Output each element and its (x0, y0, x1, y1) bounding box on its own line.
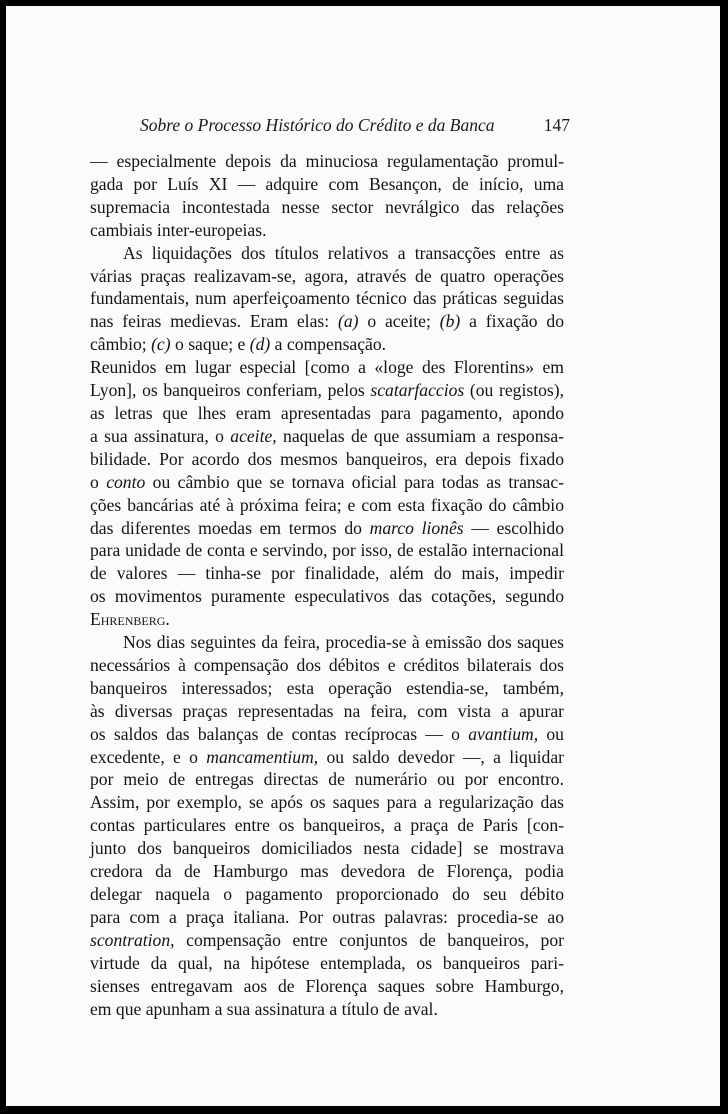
page-number: 147 (543, 115, 570, 135)
text-line: fundamentais, num aperfeiçoamento técnico das práticas seguidas (90, 288, 564, 309)
text-line: scontration, compensação entre conjuntos de banqueiros, por (90, 929, 564, 950)
text-line: por meio de entregas directas de numerário ou por encontro. (90, 769, 564, 790)
running-header (140, 115, 570, 136)
text-line: para com a praça italiana. Por outras palavras: procedia-se ao (90, 906, 564, 927)
author-name: Ehrenberg. (90, 609, 170, 630)
text-line: câmbio; (c) o saque; e (d) a compensação. (90, 334, 387, 355)
text-line: em que apunham a sua assinatura a título de aval. (90, 998, 438, 1019)
text-line: Lyon], os banqueiros conferiam, pelos scatarfaccios (ou registos), (90, 380, 564, 401)
text-line: delegar naquela o pagamento proporcionado do seu débito (90, 884, 564, 904)
text-line: sienses entregavam aos de Florença saques sobre Hamburgo, (90, 975, 564, 996)
text-line: junto dos banqueiros domiciliados nesta cidade] se mostrava (90, 838, 564, 859)
text-line: os movimentos puramente especulativos das cotações, segundo (90, 586, 564, 607)
running-title: Sobre o Processo Histórico do Crédito e da Banca (140, 115, 495, 135)
text-line: das diferentes moedas em termos do marco lionês — escolhido (90, 517, 565, 538)
text-line: virtude da qual, na hipótese entemplada, os banqueiros pari- (90, 952, 564, 973)
text-line: as letras que lhes eram apresentadas para pagamento, apondo (90, 402, 564, 423)
text-line: — especialmente depois da minuciosa regulamentação promul- (90, 151, 564, 171)
text-line: a sua assinatura, o aceite, naquelas de que assumiam a responsa- (90, 425, 565, 446)
body-text (90, 150, 564, 1020)
paragraph-3 (90, 356, 564, 631)
text-line: Assim, por exemplo, se após os saques para a regularização das (90, 792, 564, 813)
text-line: várias praças realizavam-se, agora, através de quatro operações (90, 265, 564, 286)
text-line: excedente, e o mancamentium, ou saldo devedor —, a liquidar (90, 746, 564, 767)
text-line: os saldos das balanças de contas recíprocas — o avantium, ou (90, 723, 564, 744)
text-line: de valores — tinha-se por finalidade, além do mais, impedir (90, 563, 564, 584)
text-line: Reunidos em lugar especial [como a «loge des Florentins» em (90, 357, 564, 378)
text-line: gada por Luís XI — adquire com Besançon, de início, uma (90, 173, 564, 194)
text-line: o conto ou câmbio que se tornava oficial para todas as transac- (90, 471, 564, 492)
paragraph-2 (90, 242, 564, 357)
text-line: bilidade. Por acordo dos mesmos banqueiros, era depois fixado (90, 448, 564, 469)
text-line: contas particulares entre os banqueiros, a praça de Paris [con- (90, 815, 564, 836)
paragraph-4 (90, 631, 564, 1020)
text-line: As liquidações dos títulos relativos a transacções entre as (123, 242, 564, 263)
text-line: nas feiras medievas. Eram elas: (a) o aceite; (b) a fixação do (90, 311, 564, 332)
text-line: banqueiros interessados; esta operação estendia-se, também, (90, 677, 564, 698)
text-line: Nos dias seguintes da feira, procedia-se à emissão dos saques (123, 632, 564, 653)
text-line: credora da de Hamburgo mas devedora de Florença, podia (90, 861, 564, 882)
text-line: necessários à compensação dos débitos e créditos bilaterais dos (90, 654, 564, 675)
text-line: supremacia incontestada nesse sector nevrálgico das relações (90, 196, 564, 217)
text-line: para unidade de conta e servindo, por isso, de estalão internacional (90, 540, 564, 561)
paragraph-1 (90, 150, 564, 242)
text-line: ções bancárias até à próxima feira; e com esta fixação do câmbio (90, 494, 564, 515)
text-line: cambiais inter-europeias. (90, 219, 267, 240)
text-line: às diversas praças representadas na feira, com vista a apurar (90, 700, 564, 721)
